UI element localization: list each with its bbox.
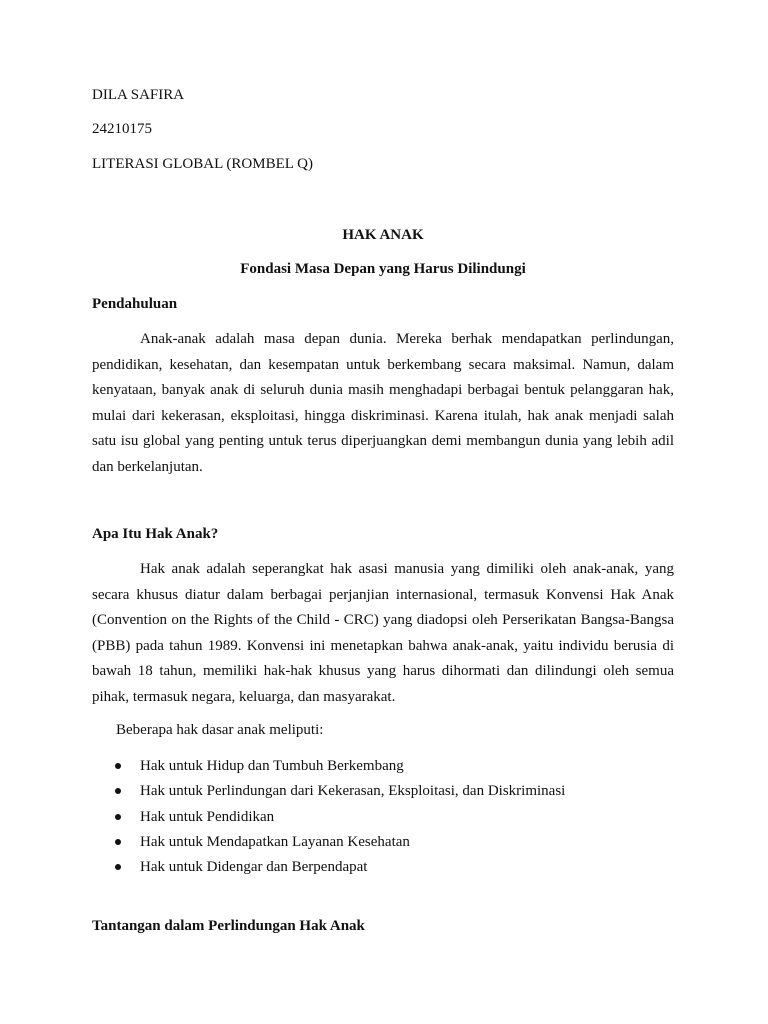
- what-is-paragraph: Hak anak adalah seperangkat hak asasi manusia yang dimiliki oleh anak-anak, yang secara khusus diatur dalam berbagai perjanjian internasional, termasuk Konvensi Hak Anak (Convention on the Rights of the Child - CRC) yang diadopsi oleh Perserikatan Bangsa-Bangsa (PBB) pada tahun 1989. Konvensi ini menetapkan bahwa anak-anak, yaitu individu berusia di bawah 18 tahun, memiliki hak-hak khusus yang harus dihormati dan dilindungi oleh semua pihak, termasuk negara, keluarga, dan masyarakat.: [92, 561, 674, 705]
- list-item: Hak untuk Hidup dan Tumbuh Berkembang: [92, 754, 565, 779]
- document-title: HAK ANAK: [342, 227, 424, 243]
- author-name: DILA SAFIRA: [92, 87, 185, 103]
- student-id: 24210175: [92, 121, 152, 137]
- section-heading-challenges: Tantangan dalam Perlindungan Hak Anak: [92, 918, 365, 934]
- list-item: Hak untuk Pendidikan: [92, 805, 565, 830]
- bullet-icon: [115, 788, 121, 794]
- document-subtitle: Fondasi Masa Depan yang Harus Dilindungi: [240, 261, 526, 277]
- section-heading-what-is: Apa Itu Hak Anak?: [92, 526, 219, 542]
- intro-paragraph: Anak-anak adalah masa depan dunia. Mereka berhak mendapatkan perlindungan, pendidikan, kesehatan, dan kesempatan untuk berkembang secara maksimal. Namun, dalam kenyataan, banyak anak di seluruh dunia masih menghadapi berbagai bentuk pelanggaran hak, mulai dari kekerasan, eksploitasi, hingga diskriminasi. Karena itulah, hak anak menjadi salah satu isu global yang penting untuk terus diperjuangkan demi membangun dunia yang lebih adil dan berkelanjutan.: [92, 331, 674, 475]
- bullet-icon: [115, 814, 121, 820]
- bullet-icon: [115, 763, 121, 769]
- list-item: Hak untuk Mendapatkan Layanan Kesehatan: [92, 830, 565, 855]
- bullet-icon: [115, 864, 121, 870]
- course-name: LITERASI GLOBAL (ROMBEL Q): [92, 156, 313, 172]
- bullet-icon: [115, 839, 121, 845]
- list-item: Hak untuk Perlindungan dari Kekerasan, Eksploitasi, dan Diskriminasi: [92, 779, 565, 804]
- rights-list-intro: Beberapa hak dasar anak meliputi:: [116, 722, 324, 738]
- section-heading-intro: Pendahuluan: [92, 296, 178, 312]
- rights-list: [92, 754, 565, 880]
- list-item: Hak untuk Didengar dan Berpendapat: [92, 855, 565, 880]
